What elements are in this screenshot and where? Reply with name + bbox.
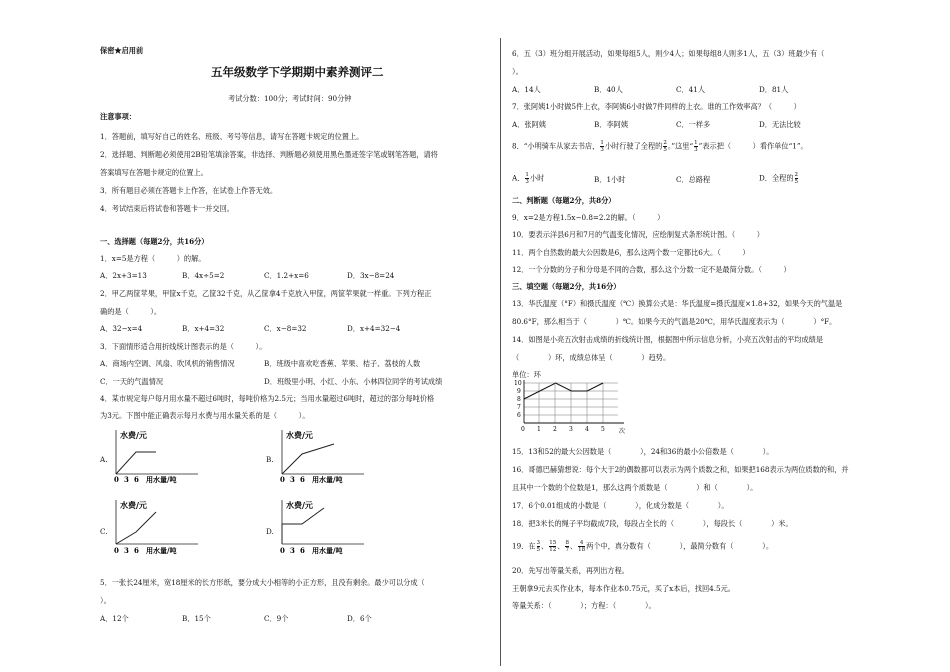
option-c: C．1.2+x=6 bbox=[264, 271, 309, 280]
option-d: D．x+4=32−4 bbox=[347, 324, 401, 333]
q8-part: ”表示把（ ）看作单位“1”。 bbox=[698, 141, 808, 151]
question-text: 4．某市规定每户每月用水量不超过6吨时，每吨价格为2.5元；当用水量超过6吨时，超过的部分每吨价格 bbox=[100, 394, 435, 403]
question-text: 6．五（3）班分组开展活动，如果每组5人，则少4人；如果每组8人则多1人，五（3）班最少有（ bbox=[512, 49, 825, 58]
graph-label-b: B. bbox=[266, 455, 274, 464]
tick-label: 6 bbox=[300, 546, 305, 555]
section-heading: 三、填空题（每题2分，共16分） bbox=[512, 282, 621, 291]
tick-label: 0 bbox=[114, 475, 119, 484]
y-axis-label: 水费/元 bbox=[286, 500, 313, 510]
tick-label: 0 bbox=[280, 475, 285, 484]
question-text: 18．把3米长的绳子平均截成7段，每段占全长的（ ），每段长（ ）米。 bbox=[512, 519, 793, 528]
q8-part: 8．“小明骑车从家去书店， bbox=[512, 141, 600, 151]
notice-item: 答案填写在答题卡规定的位置上。 bbox=[100, 168, 208, 177]
judge-item: 12．一个分数的分子和分母是不同的合数，那么这个分数一定不是最简分数。（ ） bbox=[512, 265, 791, 274]
x-tick: 1 bbox=[537, 426, 541, 433]
y-tick: 6 bbox=[517, 412, 521, 419]
option-d: D．3x−8=24 bbox=[347, 271, 395, 280]
tick-label: 6 bbox=[300, 475, 305, 484]
option-b: B．15个 bbox=[182, 614, 211, 623]
secret-label: 保密★启用前 bbox=[100, 46, 144, 55]
question-text: 13．华氏温度（°F）和摄氏温度（℃）换算公式是：华氏温度=摄氏温度×1.8+32，如果今天的气温是 bbox=[512, 299, 843, 308]
option-b: B．40人 bbox=[594, 85, 623, 94]
graph-c bbox=[108, 494, 208, 556]
question-text: ）。 bbox=[100, 596, 111, 605]
x-axis-label: 用水量/吨 bbox=[312, 546, 343, 555]
chart-unit: 单位：环 bbox=[512, 370, 541, 379]
question-text: 且其中一个数的个位数是1，那么这两个质数是（ ）和（ ）。 bbox=[512, 483, 758, 492]
y-axis-label: 水费/元 bbox=[120, 430, 147, 440]
question-text: 7．张阿姨1小时做5件上衣，李阿姨6小时做7件同样的上衣。谁的工作效率高？（ ） bbox=[512, 102, 801, 111]
option-c: C．9个 bbox=[264, 614, 289, 623]
x-axis-label: 用水量/吨 bbox=[312, 475, 343, 484]
option-c: C．一天的气温情况 bbox=[100, 377, 164, 386]
fraction: $\frac{1}{3}$ bbox=[694, 140, 698, 153]
option-b: B．班级中喜欢吃香蕉、苹果、桔子、荔枝的人数 bbox=[264, 359, 421, 368]
tick-label: 3 bbox=[290, 546, 295, 555]
option-b: B．4x÷5=2 bbox=[182, 271, 225, 280]
notice-heading: 注意事项： bbox=[100, 112, 136, 121]
page-title: 五年级数学下学期期中素养测评二 bbox=[211, 65, 384, 79]
fraction: $\frac{1}{3}$ bbox=[600, 140, 604, 153]
tick-label: 3 bbox=[124, 546, 129, 555]
judge-item: 11．两个自然数的最大公因数是6，那么这两个数一定都比6大。（ ） bbox=[512, 248, 750, 257]
option-a: A．张阿姨 bbox=[512, 120, 546, 129]
question-text: 为3元。下图中能正确表示每月水费与用水量关系的是（ ）。 bbox=[100, 411, 310, 420]
x-tick: 3 bbox=[569, 426, 573, 433]
judge-item: 9．x=2是方程1.5x−0.8=2.2的解。（ ） bbox=[512, 213, 665, 222]
y-tick: 8 bbox=[517, 396, 521, 403]
option-a: A．32−x=4 bbox=[100, 324, 143, 333]
option-c: C．x−8=32 bbox=[264, 324, 307, 333]
question-text: 1．x=5是方程（ ）的解。 bbox=[100, 254, 206, 263]
question-text: 等量关系：（ ）；方程：（ ）。 bbox=[512, 601, 656, 610]
question-text: 16．哥德巴赫猜想说：每个大于2的偶数都可以表示为两个质数之和，如果把168表示为两位质数的和，并 bbox=[512, 465, 849, 474]
tick-label: 6 bbox=[134, 546, 139, 555]
question-text: 80.6°F，那么相当于（ ）℃。如果今天的气温是20℃，用华氏温度表示为（ ）°F。 bbox=[512, 317, 837, 326]
question-text: 20．先写出等量关系，再列出方程。 bbox=[512, 566, 629, 575]
graph-label-d: D. bbox=[266, 527, 274, 536]
question-text: （ ）环，成绩总体呈（ ）趋势。 bbox=[512, 353, 671, 362]
option-a: A．14人 bbox=[512, 85, 541, 94]
graph-b bbox=[274, 424, 374, 484]
option-c: C．总路程 bbox=[676, 175, 711, 184]
option-b: B．李阿姨 bbox=[594, 120, 629, 129]
option-a: A．12个 bbox=[100, 614, 129, 623]
notice-item: 1．答题前，填写好自己的姓名、班级、考号等信息，请写在答题卡规定的位置上。 bbox=[100, 132, 364, 141]
option-b: B．1小时 bbox=[594, 175, 626, 184]
graph-d bbox=[274, 494, 374, 556]
option-d: D．全程的 $\frac{2}{5}$ bbox=[759, 172, 799, 185]
y-axis-label: 水费/元 bbox=[286, 430, 313, 440]
x-tick: 0 bbox=[521, 426, 525, 433]
shooting-line-chart bbox=[508, 378, 638, 438]
y-tick: 9 bbox=[517, 388, 521, 395]
notice-item: 2．选择题、判断题必须使用2B铅笔填涂答案，非选择、判断题必须使用黑色墨迹签字笔或钢笔答题，请将 bbox=[100, 150, 438, 159]
tick-label: 6 bbox=[134, 475, 139, 484]
question-text: 15．13和52的最大公因数是（ ），24和36的最小公倍数是（ ）。 bbox=[512, 447, 774, 456]
question-q8 bbox=[512, 140, 808, 153]
x-tick: 5 bbox=[601, 426, 605, 433]
section-heading: 一、选择题（每题2分，共16分） bbox=[100, 237, 209, 246]
option-c: C．41人 bbox=[676, 85, 706, 94]
question-text: 2．甲乙两筐苹果，甲筐x千克，乙筐32千克，从乙筐拿4千克放入甲筐，两筐苹果就一样重。下列方程正 bbox=[100, 289, 432, 298]
y-tick: 10 bbox=[514, 380, 522, 387]
tick-label: 3 bbox=[290, 475, 295, 484]
y-tick: 7 bbox=[517, 404, 521, 411]
question-text: 王朝拿9元去买作业本，每本作业本0.75元，买了x本后，找回4.5元。 bbox=[512, 584, 735, 593]
notice-item: 3．所有题目必须在答题卡上作答，在试卷上作答无效。 bbox=[100, 186, 278, 195]
option-c: C．一样多 bbox=[676, 120, 711, 129]
x-axis-label: 用水量/吨 bbox=[146, 546, 177, 555]
judge-item: 10．要表示洋县6月和7月的气温变化情况，应绘制复式条形统计图。（ ） bbox=[512, 230, 764, 239]
graph-a bbox=[108, 424, 208, 484]
x-axis-label: 用水量/吨 bbox=[146, 475, 177, 484]
x-tick: 4 bbox=[585, 426, 589, 433]
option-d: D．6个 bbox=[347, 614, 372, 623]
fraction: $\frac{2}{5}$ bbox=[663, 140, 667, 153]
option-b: B．x+4=32 bbox=[182, 324, 225, 333]
question-text: 14．如图是小亮五次射击成绩的折线统计图，根据图中所示信息分析，小亮五次射击的平均成绩是 bbox=[512, 335, 824, 344]
graph-label-a: A. bbox=[100, 455, 108, 464]
q8-part: 小时行驶了全程的 bbox=[604, 141, 663, 151]
option-d: D．班级里小明、小红、小东、小林四位同学的考试成绩 bbox=[264, 377, 443, 386]
notice-item: 4．考试结束后将试卷和答题卡一并交回。 bbox=[100, 204, 234, 213]
question-text: 5．一张长24厘米，宽18厘米的长方形纸，要分成大小相等的小正方形，且没有剩余。最少可以分成（ bbox=[100, 578, 425, 587]
question-q19: 19．在 $\frac{3}{5}$ 、 $\frac{15}{12}$ 、 $\frac{8}{7}$ 、 $\frac{4}{18}$ 两个中，真分数有（ ），最简分数有（ ）。 bbox=[512, 540, 774, 553]
option-d: D．81人 bbox=[759, 85, 789, 94]
section-heading: 二、判断题（每题2分，共8分） bbox=[512, 196, 616, 205]
tick-label: 0 bbox=[280, 546, 285, 555]
tick-label: 3 bbox=[124, 475, 129, 484]
option-a: A．商场内空调、风扇、吹风机的销售情况 bbox=[100, 359, 235, 368]
exam-info: 考试分数：100分；考试时间：90分钟 bbox=[228, 94, 352, 103]
option-a: A．2x+3=13 bbox=[100, 271, 147, 280]
column-divider bbox=[500, 38, 501, 666]
question-text: 17．6个0.01组成的小数是（ ），化成分数是（ ）。 bbox=[512, 501, 729, 510]
question-text: 确的是（ ）。 bbox=[100, 307, 162, 316]
option-a: A． $\frac{1}{3}$ 小时 bbox=[512, 172, 545, 185]
question-text: 3．下面情形适合用折线统计图表示的是（ ）。 bbox=[100, 342, 267, 351]
x-tick: 2 bbox=[553, 426, 557, 433]
q8-part: 。”这里“ bbox=[667, 141, 694, 151]
option-d: D．无法比较 bbox=[759, 120, 801, 129]
tick-label: 0 bbox=[114, 546, 119, 555]
x-axis-label: 次 bbox=[619, 428, 626, 435]
question-text: ）。 bbox=[512, 67, 523, 76]
y-axis-label: 水费/元 bbox=[120, 500, 147, 510]
graph-label-c: C. bbox=[100, 527, 108, 536]
